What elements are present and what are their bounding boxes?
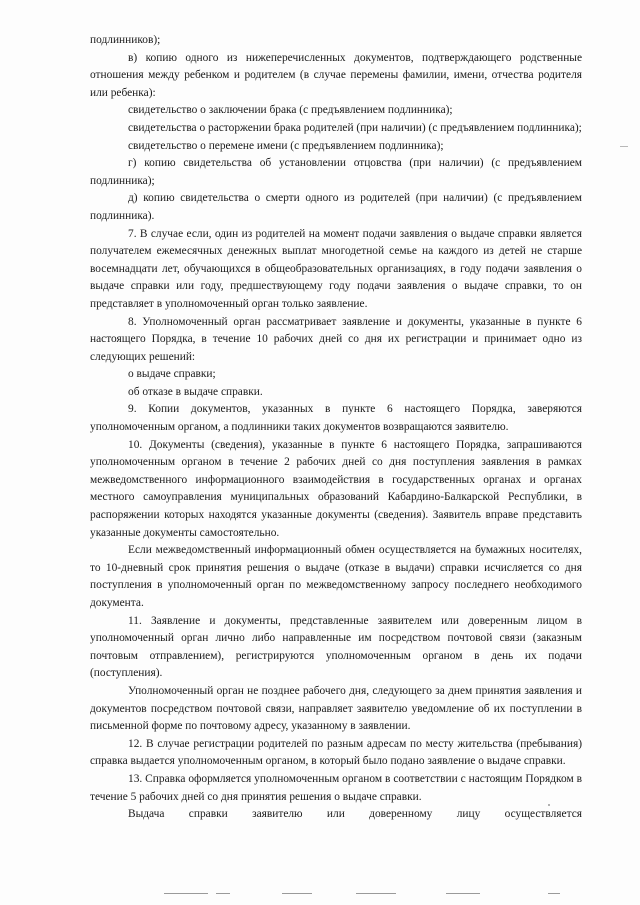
paragraph-7: 7. В случае если, один из родителей на момент подачи заявления о выдаче справки является получателем ежемесячных денежных выплат многодетной семье на каждого из детей не старше восемнадцати лет, обучающихся в общеобразовательных организациях, в году подачи заявления о выдаче справки или году, предшествующему году подачи заявления о выдаче справки, то он представляет в уполномоченный орган только заявление. xyxy=(90,227,582,310)
list-item-name-change-certificate: свидетельство о перемене имени (с предъявлением подлинника); xyxy=(128,139,444,152)
paragraph-12: 12. В случае регистрации родителей по разным адресам по месту жительства (пребывания) справка выдается уполномоченным органом, в который было подано заявление о выдаче справки. xyxy=(90,737,582,768)
scan-dot-mark xyxy=(548,804,550,806)
paragraph-10-paper-exchange: Если межведомственный информационный обмен осуществляется на бумажных носителях, то 10-дневный срок принятия решения о выдаче (отказе в выдачи) справки исчисляется со дня поступления в уполномоченный орган по межведомственному запросу последнего необходимого документа. xyxy=(90,544,582,609)
footer-rule xyxy=(0,893,640,899)
paragraph-11: 11. Заявление и документы, представленные заявителем или доверенным лицом в уполномоченный орган лично либо направленные им посредством почтовой связи (заказным почтовым отправлением), регистрируются уполномоченным органом в день их подачи (поступления). xyxy=(90,614,582,680)
paragraph-8: 8. Уполномоченный орган рассматривает заявление и документы, указанные в пункте 6 настоящего Порядка, в течение 10 рабочих дней со дня их регистрации и принимает одно из следующих решений: xyxy=(90,315,582,363)
scan-edge-mark xyxy=(620,146,628,147)
paragraph-issuance-continued: Выдача справки заявителю или доверенному лицу осуществляется xyxy=(128,808,582,821)
paragraph-item-d: д) копию свидетельства о смерти одного из родителей (при наличии) (с предъявлением подлинника). xyxy=(90,192,582,222)
paragraph-10: 10. Документы (сведения), указанные в пункте 6 настоящего Порядка, запрашиваются уполномоченным органом в течение 2 рабочих дней со дня поступления заявления в рамках межведомственного информационного взаимодействия в государственных органах и органах местного самоуправления муниципальных образований Кабардино-Балкарской Республики, в распоряжении которых находятся указанные документы (сведения). Заявитель вправе представить указанные документы самостоятельно. xyxy=(90,438,582,539)
decision-option-issue: о выдаче справки; xyxy=(128,368,216,381)
list-item-marriage-certificate: свидетельство о заключении брака (с предъявлением подлинника); xyxy=(128,104,453,117)
paragraph-item-g: г) копию свидетельства об установлении отцовства (при наличии) (с предъявлением подлинника); xyxy=(90,157,582,187)
decision-option-refusal: об отказе в выдаче справки. xyxy=(128,385,263,398)
paragraph-9: 9. Копии документов, указанных в пункте 6 настоящего Порядка, заверяются уполномоченным органом, а подлинники таких документов возвращаются заявителю. xyxy=(90,403,582,434)
paragraph-continuation: подлинников); xyxy=(90,34,161,46)
document-body xyxy=(90,32,582,824)
paragraph-13: 13. Справка оформляется уполномоченным органом в соответствии с настоящим Порядком в течение 5 рабочих дней со дня принятия решения о выдаче справки. xyxy=(90,772,582,803)
paragraph-11-notification: Уполномоченный орган не позднее рабочего дня, следующего за днем принятия заявления и документов посредством почтовой связи, направляет заявителю уведомление об их поступлении в письменной форме по почтовому адресу, указанному в заявлении. xyxy=(90,684,582,733)
list-item-divorce-certificate: свидетельства о расторжении брака родителей (при наличии) (с предъявлением подлинника); xyxy=(128,121,582,134)
paragraph-item-v: в) копию одного из нижеперечисленных документов, подтверждающего родственные отношения между ребенком и родителем (в случае перемены фамилии, имени, отчества родителя или ребенка): xyxy=(90,51,582,99)
